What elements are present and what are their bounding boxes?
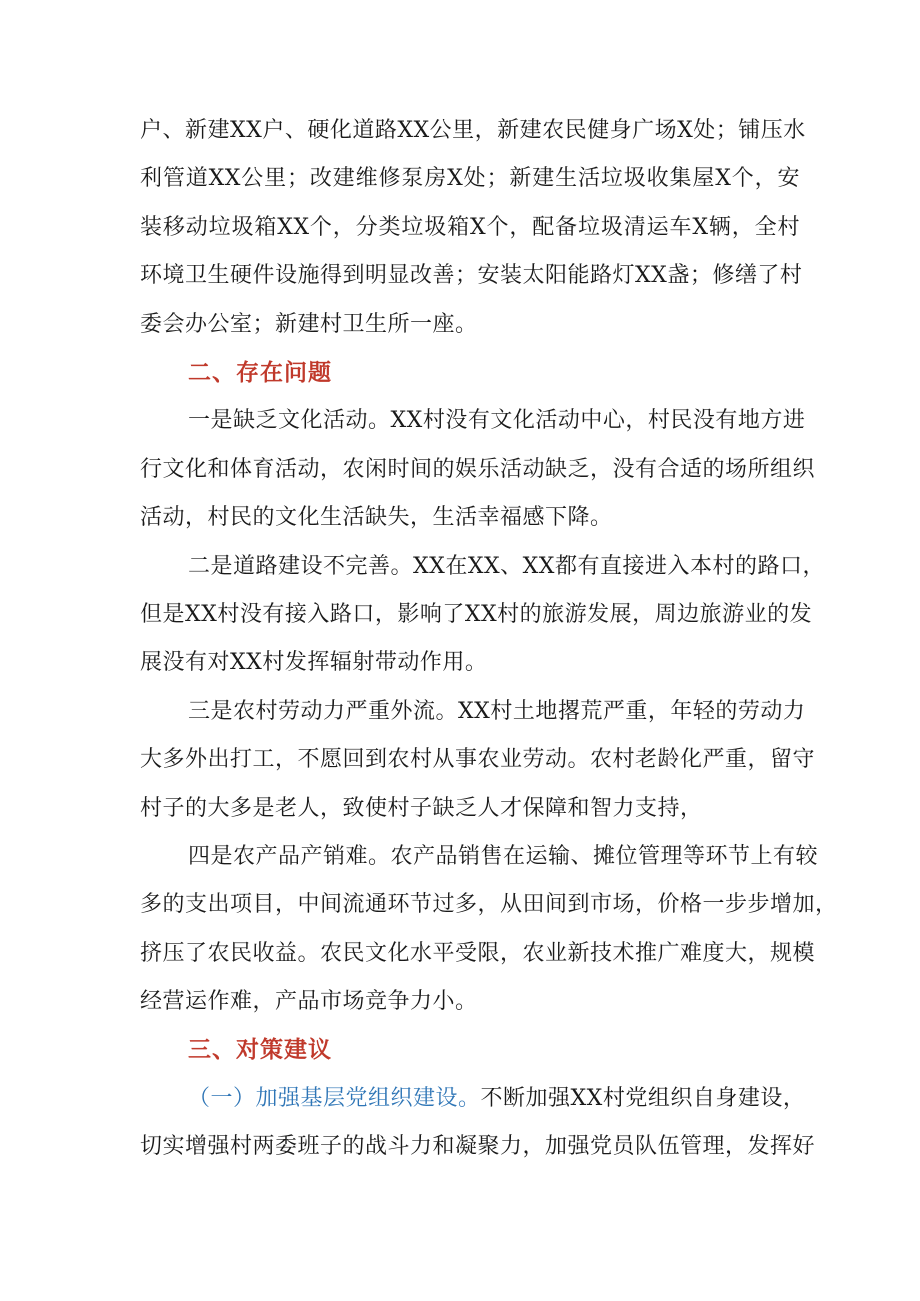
suggestion1-title: （一）加强基层党组织建设。 — [188, 1086, 481, 1111]
suggestion1-line-1 — [188, 1084, 806, 1114]
intro-line-3: 装移动垃圾箱XX个，分类垃圾箱X个，配备垃圾清运车X辆，全村 — [140, 215, 800, 240]
intro-line-2: 利管道XX公里；改建维修泵房X处；新建生活垃圾收集屋X个，安 — [140, 166, 800, 191]
suggestion1-line-1-rest: 不断加强XX村党组织自身建设， — [480, 1086, 806, 1111]
heading-suggestions: 三、对策建议 — [188, 1037, 332, 1063]
problem4-line-1: 四是农产品产销难。农产品销售在运输、摊位管理等环节上有较 — [188, 844, 819, 869]
problem1-line-3: 活动，村民的文化生活缺失，生活幸福感下降。 — [140, 505, 613, 530]
intro-line-5: 委会办公室；新建村卫生所一座。 — [140, 312, 478, 337]
problem1-line-1: 一是缺乏文化活动。XX村没有文化活动中心，村民没有地方进 — [188, 408, 806, 433]
suggestion1-line-2: 切实增强村两委班子的战斗力和凝聚力，加强党员队伍管理，发挥好 — [140, 1134, 816, 1159]
problem1-line-2: 行文化和体育活动，农闲时间的娱乐活动缺乏，没有合适的场所组织 — [140, 457, 816, 482]
problem4-line-2: 多的支出项目，中间流通环节过多，从田间到市场，价格一步步增加， — [140, 892, 838, 917]
problem2-line-2: 但是XX村没有接入路口，影响了XX村的旅游发展，周边旅游业的发 — [140, 602, 813, 627]
problem3-line-3: 村子的大多是老人，致使村子缺乏人才保障和智力支持， — [140, 796, 703, 821]
problem2-line-1: 二是道路建设不完善。XX在XX、XX都有直接进入本村的路口， — [188, 554, 825, 579]
problem3-line-2: 大多外出打工，不愿回到农村从事农业劳动。农村老龄化严重，留守 — [140, 747, 816, 772]
problem2-line-3: 展没有对XX村发挥辐射带动作用。 — [140, 650, 488, 675]
intro-line-1: 户、新建XX户、硬化道路XX公里，新建农民健身广场X处；铺压水 — [140, 118, 806, 143]
problem4-line-4: 经营运作难，产品市场竞争力小。 — [140, 989, 478, 1014]
heading-problems: 二、存在问题 — [188, 360, 332, 386]
problem3-line-1: 三是农村劳动力严重外流。XX村土地撂荒严重，年轻的劳动力 — [188, 699, 806, 724]
intro-line-4: 环境卫生硬件设施得到明显改善；安装太阳能路灯XX盏；修缮了村 — [140, 263, 803, 288]
problem4-line-3: 挤压了农民收益。农民文化水平受限，农业新技术推广难度大，规模 — [140, 941, 816, 966]
